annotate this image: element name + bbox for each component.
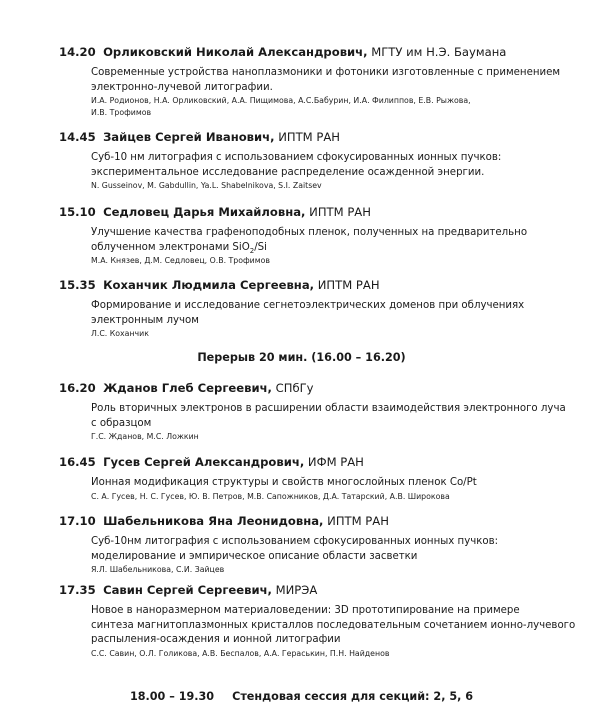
speaker-name: Седловец Дарья Михайловна, — [103, 205, 306, 219]
talk-time: 15.35 — [59, 278, 96, 292]
talk-header — [59, 130, 579, 145]
talk-title — [91, 604, 579, 648]
talk-header — [59, 45, 579, 60]
talk-header — [59, 205, 579, 220]
subscript: 2 — [249, 246, 255, 255]
talk-time: 16.45 — [59, 455, 96, 469]
title-text: /Si — [254, 241, 267, 253]
title-line: Новое в наноразмерном материаловедении: 3D прототипирование на примере — [91, 605, 520, 616]
talk-authors — [91, 491, 579, 503]
title-line: Ионная модификация структуры и свойств многослойных пленок Co/Pt — [91, 477, 477, 488]
title-line: моделирование и эмпирическое описание области засветки — [91, 550, 418, 562]
title-line: синтеза магнитоплазмонных кристаллов последовательным сочетанием ионно-лучевого — [91, 619, 576, 631]
title-line: электронным лучом — [91, 314, 199, 326]
title-line: электронно-лучевой литографии. — [91, 81, 273, 93]
authors-line: И.А. Родионов, Н.А. Орликовский, А.А. Пищимова, А.С.Бабурин, И.А. Филиппов, Е.В. Рыжова, — [91, 96, 471, 105]
talk-authors — [91, 431, 579, 443]
title-line: Формирование и исследование сегнетоэлектрических доменов при облучениях — [91, 300, 525, 311]
title-text: облученном электронами SiO — [91, 241, 250, 253]
talk-header — [59, 455, 579, 470]
talk-time: 15.10 — [59, 205, 96, 219]
talk-authors — [91, 328, 579, 340]
speaker-org: ИФМ РАН — [307, 455, 364, 469]
speaker-org: МГТУ им Н.Э. Баумана — [371, 45, 507, 59]
speaker-org: СПбГу — [275, 381, 314, 395]
poster-session — [0, 690, 603, 703]
speaker-org: ИПТМ РАН — [278, 130, 340, 144]
title-line: с образцом — [91, 417, 152, 429]
speaker-name: Зайцев Сергей Иванович, — [103, 130, 275, 144]
talk-header — [59, 583, 579, 598]
talk-header — [59, 381, 579, 396]
speaker-org: ИПТМ РАН — [309, 205, 371, 219]
talk-entry — [59, 583, 579, 660]
talk-title — [91, 402, 579, 431]
talk-authors — [91, 648, 579, 660]
speaker-org: ИПТМ РАН — [317, 278, 380, 292]
authors-line: Л.С. Коханчик — [91, 329, 149, 338]
talk-entry — [59, 514, 579, 576]
authors-line: С. А. Гусев, Н. С. Гусев, Ю. В. Петров, М.В. Сапожников, Д.А. Татарский, А.В. Широкова — [91, 491, 450, 501]
talk-title — [91, 151, 579, 180]
title-line: Улучшение качества графеноподобных пленок, полученных на предварительно — [91, 227, 528, 238]
authors-line: С.С. Савин, О.Л. Голикова, А.В. Беспалов, А.А. Гераськин, П.Н. Найденов — [91, 648, 390, 658]
authors-line: Г.С. Жданов, М.С. Ложкин — [91, 432, 199, 441]
talk-time: 17.35 — [59, 583, 96, 597]
talk-title — [91, 226, 579, 255]
talk-authors — [91, 564, 579, 576]
title-line: Роль вторичных электронов в расширении области взаимодействия электронного луча — [91, 403, 566, 414]
talk-entry — [59, 278, 579, 340]
authors-line: И.В. Трофимов — [91, 108, 152, 117]
talk-entry — [59, 130, 579, 192]
talk-header — [59, 514, 579, 529]
speaker-name: Коханчик Людмила Сергеевна, — [103, 278, 315, 292]
speaker-name: Шабельникова Яна Леонидовна, — [103, 514, 324, 528]
speaker-org: МИРЭА — [275, 583, 318, 597]
talk-authors — [91, 255, 579, 267]
authors-line: М.А. Князев, Д.М. Седловец, О.В. Трофимов — [91, 256, 270, 265]
title-line: экспериментальное исследование распределение осажденной энергии. — [91, 166, 485, 178]
talk-entry — [59, 45, 579, 119]
break-notice: Перерыв 20 мин. (16.00 – 16.20) — [197, 351, 406, 364]
authors-line: Я.Л. Шабельникова, С.И. Зайцев — [91, 565, 225, 574]
talk-entry — [59, 205, 579, 267]
poster-time: 18.00 – 19.30 — [129, 690, 215, 703]
title-line: Современные устройства наноплазмоники и фотоники изготовленные с применением — [91, 67, 561, 78]
talk-title — [91, 66, 579, 95]
talk-time: 14.45 — [59, 130, 96, 144]
poster-text: Стендовая сессия для секций: 2, 5, 6 — [232, 690, 474, 703]
speaker-name: Жданов Глеб Сергеевич, — [103, 381, 272, 395]
talk-time: 17.10 — [59, 514, 96, 528]
title-line: Суб-10 нм литография с использованием сфокусированных ионных пучков: — [91, 152, 502, 163]
talk-time: 14.20 — [59, 45, 96, 59]
talk-title — [91, 476, 579, 491]
talk-time: 16.20 — [59, 381, 96, 395]
title-line: распыления-осаждения и ионной литографии — [91, 634, 341, 645]
authors-line: N. Gusseinov, M. Gabdullin, Ya.L. Shabelnikova, S.I. Zaitsev — [91, 181, 322, 190]
title-line — [91, 241, 579, 256]
talk-title — [91, 299, 579, 328]
speaker-name: Орликовский Николай Александрович, — [103, 45, 368, 59]
talk-header — [59, 278, 579, 293]
talk-entry — [59, 381, 579, 443]
speaker-org: ИПТМ РАН — [327, 514, 389, 528]
talk-entry — [59, 455, 579, 503]
title-line: Суб-10нм литография с использованием сфокусированных ионных пучков: — [91, 536, 499, 547]
speaker-name: Савин Сергей Сергеевич, — [103, 583, 272, 597]
talk-authors — [91, 95, 579, 119]
talk-authors — [91, 180, 579, 192]
speaker-name: Гусев Сергей Александрович, — [103, 455, 305, 469]
talk-title — [91, 535, 579, 564]
